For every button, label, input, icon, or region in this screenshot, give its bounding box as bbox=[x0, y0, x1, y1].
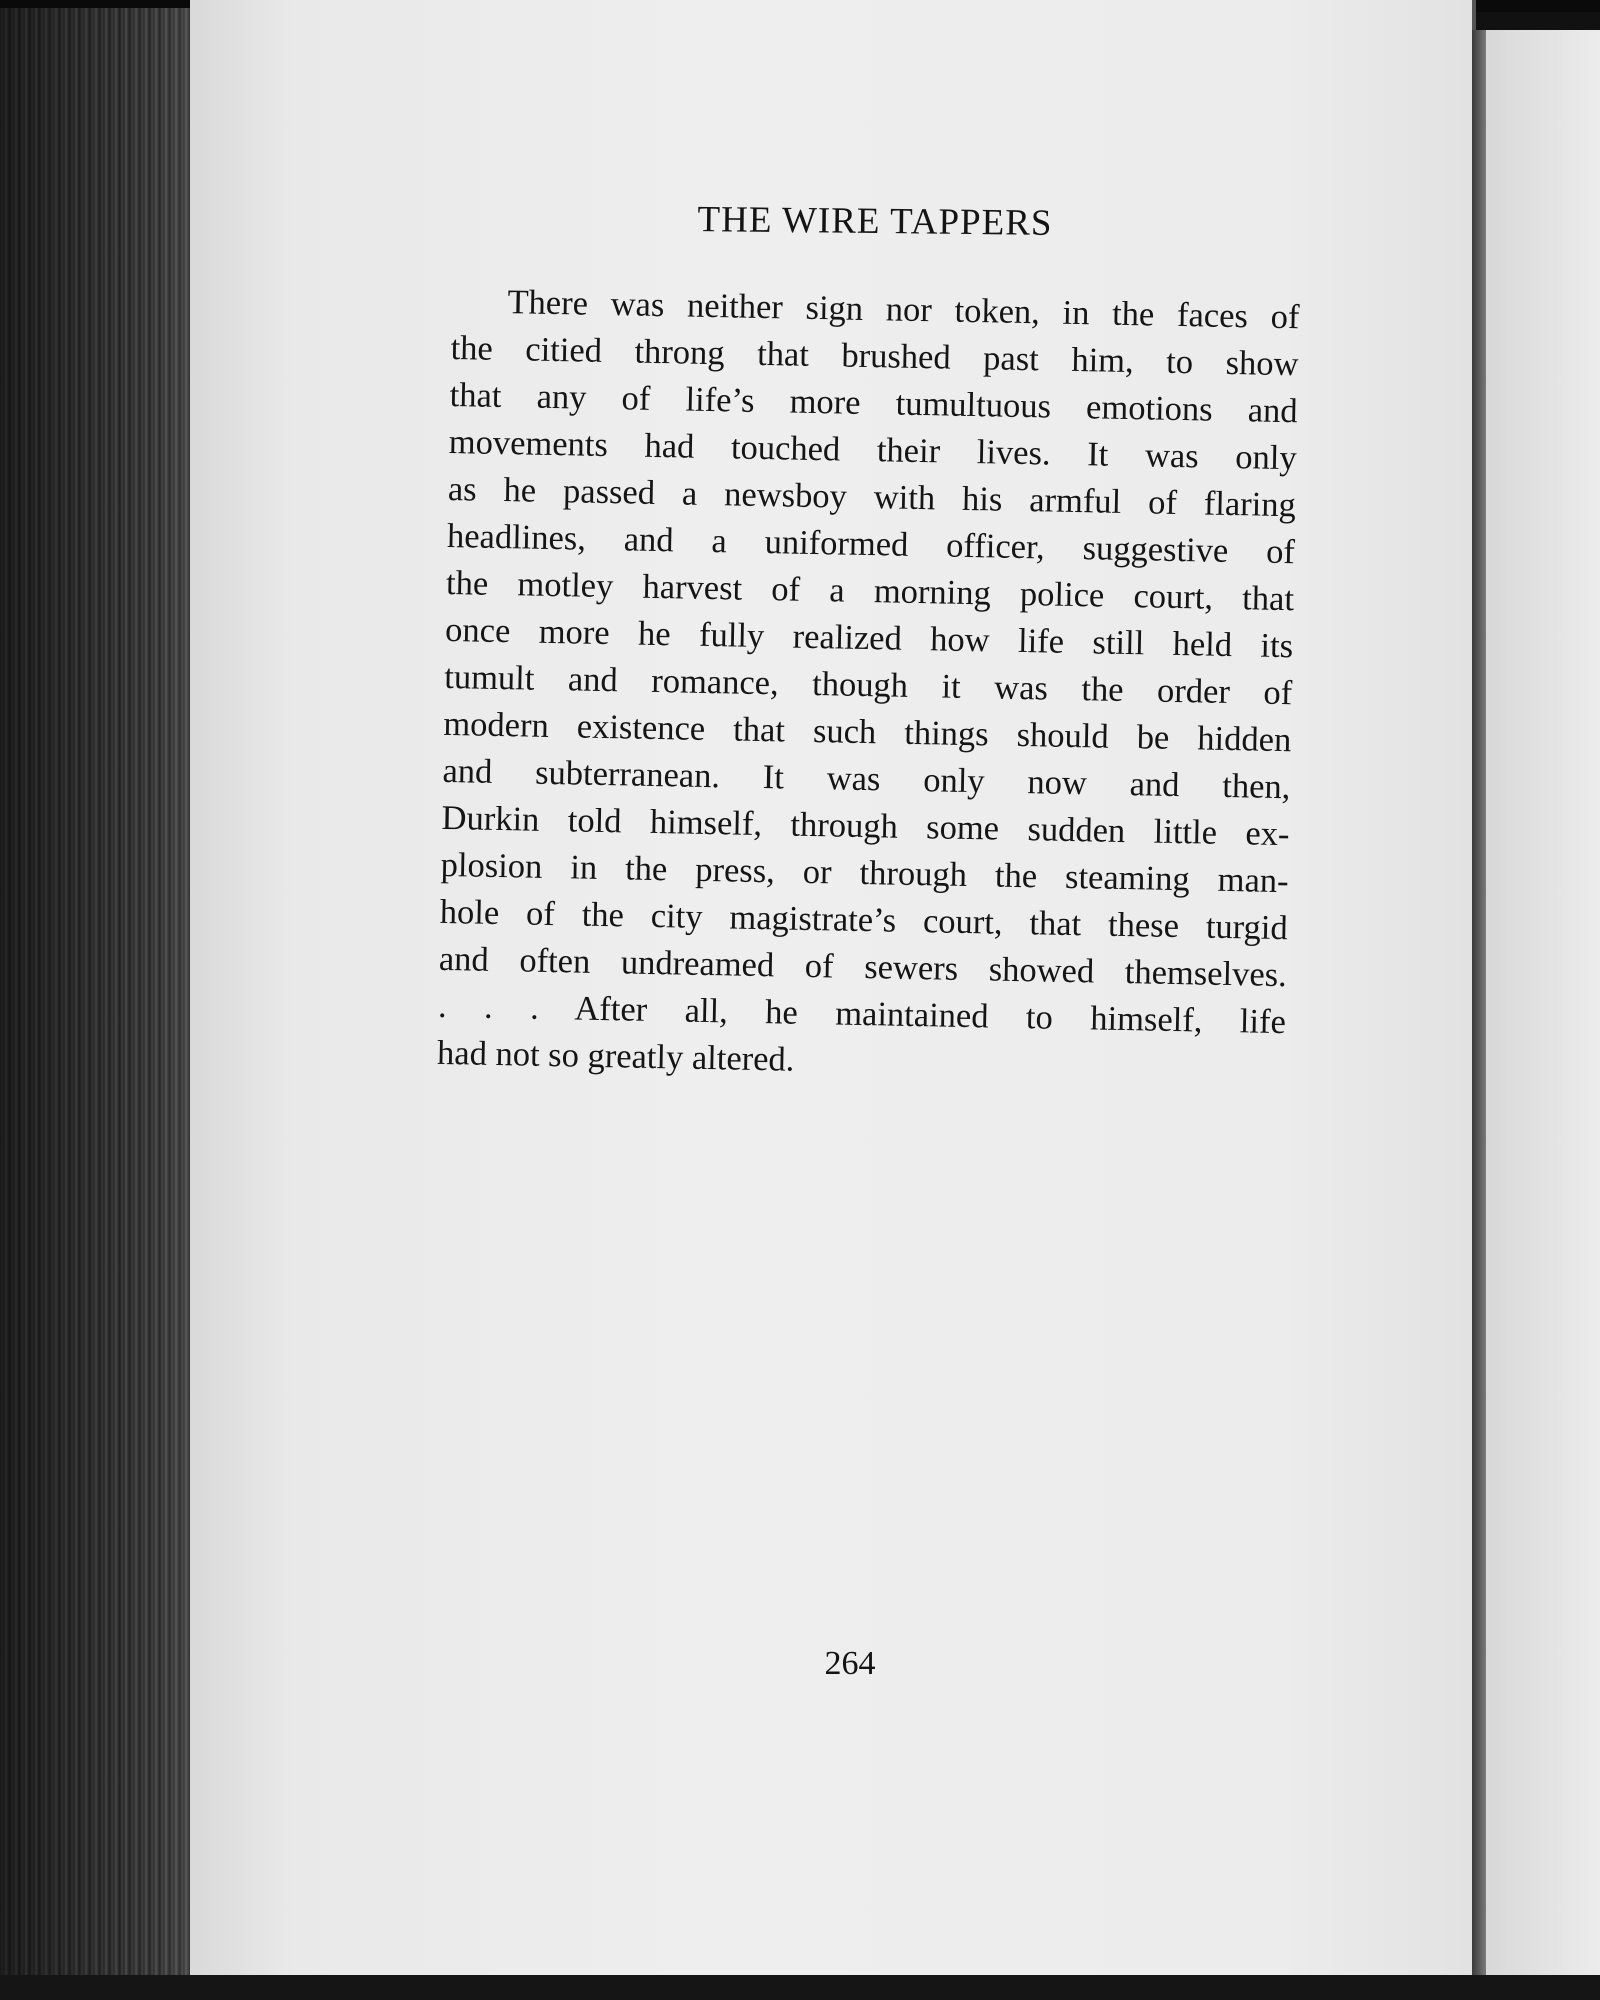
facing-page-edge bbox=[1486, 30, 1600, 1975]
running-head: THE WIRE TAPPERS bbox=[697, 199, 1053, 244]
text-line: modern existence that such things should be hidden bbox=[443, 704, 1292, 760]
text-line: tumult and romance, though it was the order of bbox=[443, 657, 1293, 713]
text-line: hole of the city magistrate’s court, that these turgid bbox=[439, 892, 1289, 948]
text-line: that any of life’s more tumultuous emotions and bbox=[449, 375, 1298, 431]
text-line: movements had touched their lives. It was only bbox=[448, 422, 1298, 478]
text-line: once more he fully realized how life still held its bbox=[444, 610, 1294, 666]
text-line: plosion in the press, or through the steaming man- bbox=[440, 845, 1289, 901]
body-paragraph bbox=[437, 278, 1300, 1093]
text-line: the citied throng that brushed past him, to show bbox=[450, 328, 1299, 384]
text-line: had not so greatly altered. bbox=[436, 1033, 795, 1079]
book-gutter bbox=[1472, 30, 1486, 1975]
text-line: headlines, and a uniformed officer, suggestive of bbox=[446, 516, 1296, 572]
text-line: the motley harvest of a morning police court, that bbox=[445, 563, 1295, 619]
text-line: . . . After all, he maintained to himself, life bbox=[437, 986, 1287, 1042]
text-line: and subterranean. It was only now and then, bbox=[442, 751, 1291, 807]
page-number: 264 bbox=[824, 1645, 876, 1682]
scan-bottom-edge bbox=[0, 1975, 1600, 2000]
text-line: Durkin told himself, through some sudden little ex- bbox=[441, 798, 1290, 854]
text-line: as he passed a newsboy with his armful of flaring bbox=[447, 469, 1297, 525]
text-line: There was neither sign nor token, in the faces of bbox=[507, 283, 1300, 337]
text-line: and often undreamed of sewers showed themselves. bbox=[438, 939, 1288, 995]
